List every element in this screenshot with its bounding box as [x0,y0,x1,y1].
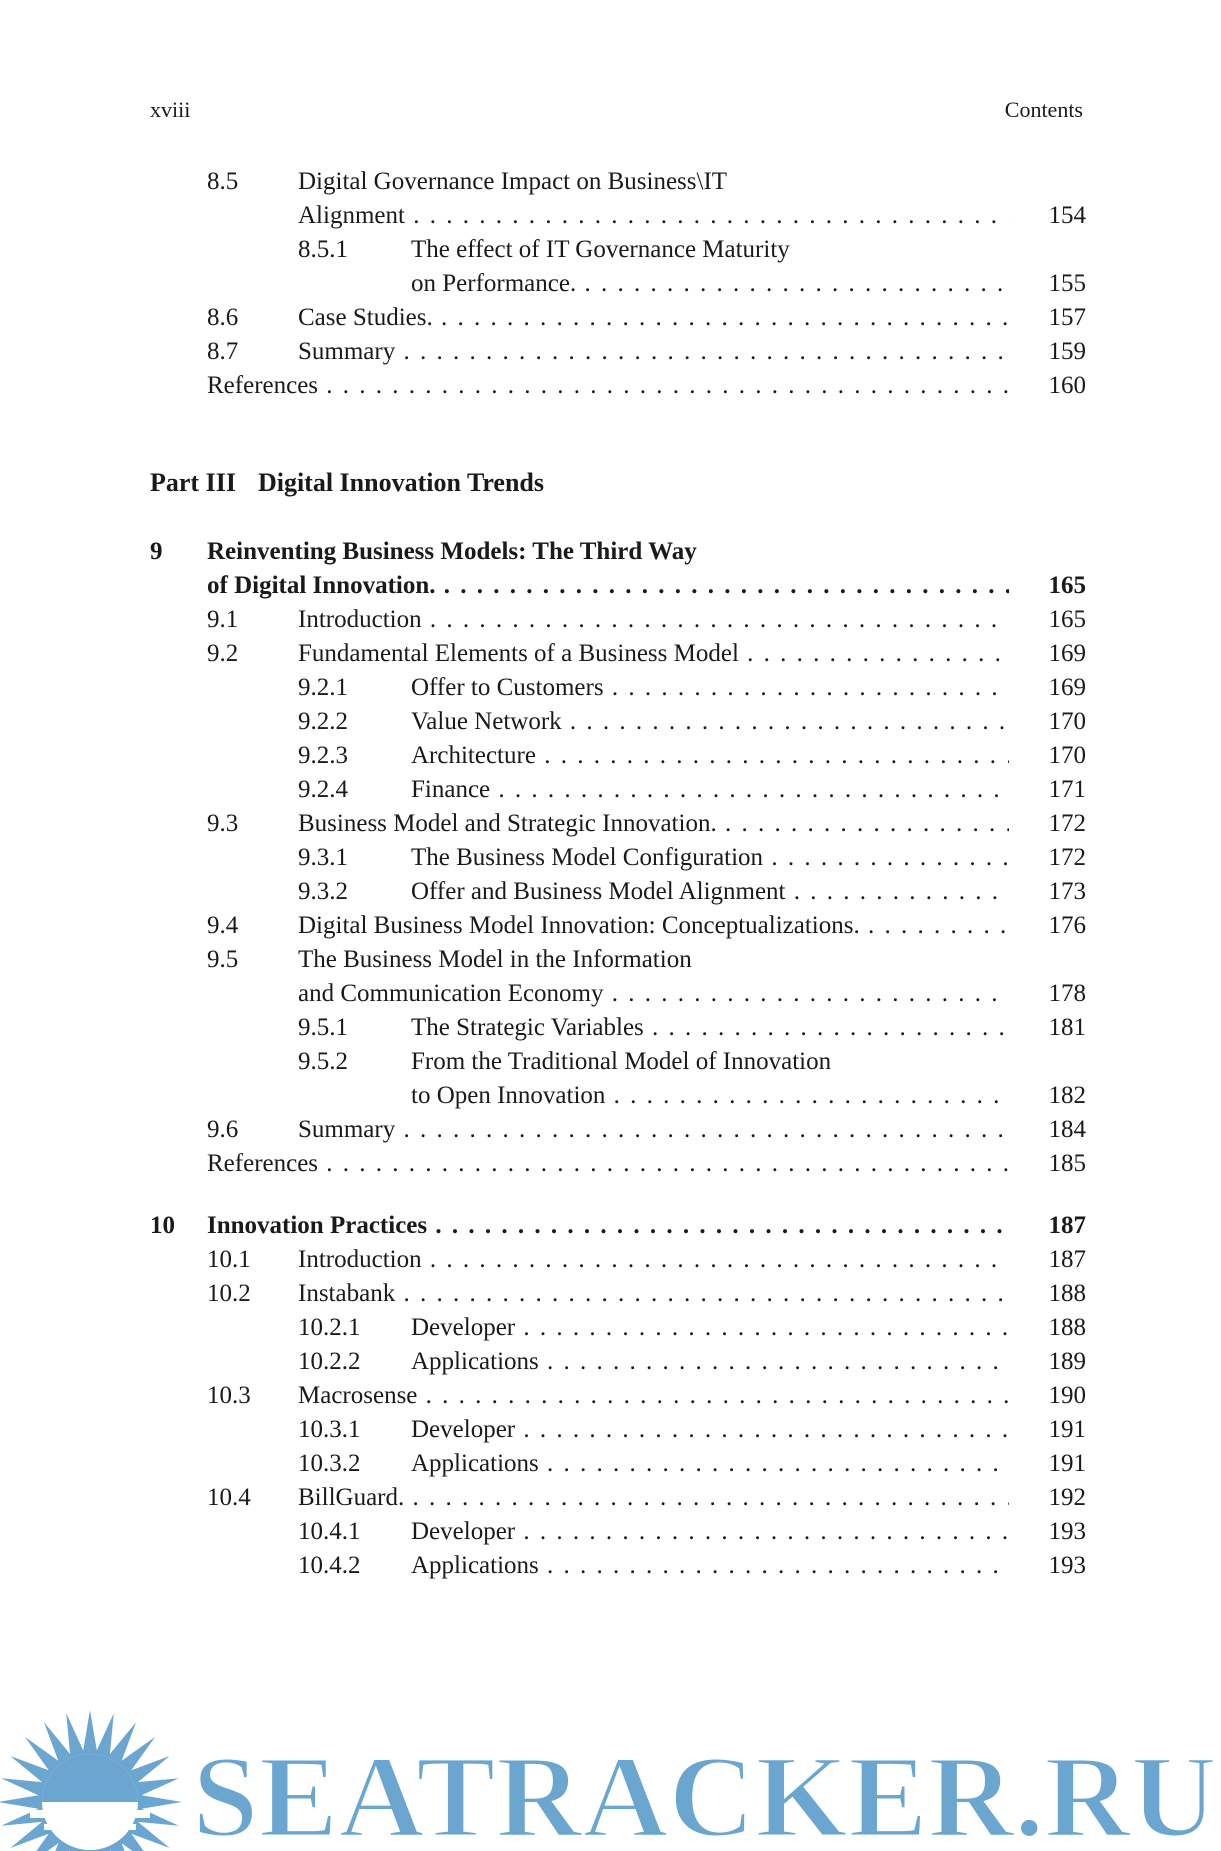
entry-title: BillGuard. . . . [298,1481,1009,1515]
toc-entry-continuation[interactable] [0,1079,1221,1113]
toc-entry-continuation[interactable] [0,199,1221,233]
entry-title: Macrosense . . . [298,1379,1009,1413]
chapter-page: 165 [1048,572,1086,599]
entry-page: 185 [1048,1150,1086,1177]
entry-number: 9.6 [207,1116,239,1143]
entry-number: 8.5.1 [298,236,348,263]
entry-number: 9.3.2 [298,878,348,905]
entry-number: 10.3.1 [298,1416,361,1443]
entry-number: 8.7 [207,338,239,365]
entry-number: 10.2 [207,1280,251,1307]
toc-entry[interactable] [0,1549,1221,1583]
entry-page: 173 [1048,878,1086,905]
entry-title: Digital Governance Impact on Business\IT [298,168,728,195]
entry-title: Summary . . . [298,1113,1009,1147]
entry-title: Case Studies. . . . [298,301,1009,335]
entry-page: 154 [1048,202,1086,229]
entry-number: 9.1 [207,606,239,633]
toc-entry[interactable] [0,1113,1221,1147]
entry-number: 9.2 [207,640,239,667]
part-heading [150,466,566,500]
chapter-page: 187 [1048,1212,1086,1239]
entry-page: 169 [1048,674,1086,701]
entry-page: 170 [1048,708,1086,735]
watermark-logo [0,1690,1221,1851]
entry-title: From the Traditional Model of Innovation [411,1048,832,1075]
chapter-entry-continuation[interactable] [0,569,1221,603]
entry-title: Alignment . . . [298,199,1009,233]
entry-number: 9.5 [207,946,239,973]
entry-number: 8.5 [207,168,239,195]
entry-page: 190 [1048,1382,1086,1409]
toc-entry[interactable] [0,1345,1221,1379]
entry-number: 9.2.4 [298,776,348,803]
toc-entry[interactable] [0,1379,1221,1413]
entry-title: The effect of IT Governance Maturity [411,236,790,263]
watermark-text: SEATRACKER.RU [192,1731,1217,1851]
chapter-number: 10 [150,1212,175,1239]
chapter-number: 9 [150,538,163,565]
entry-page: 160 [1048,372,1086,399]
entry-number: 9.5.2 [298,1048,348,1075]
toc-entry[interactable] [0,841,1221,875]
entry-page: 155 [1048,270,1086,297]
toc-entry[interactable] [0,1481,1221,1515]
entry-page: 188 [1048,1314,1086,1341]
entry-page: 193 [1048,1518,1086,1545]
entry-title: Fundamental Elements of a Business Model . . . [298,637,1009,671]
entry-number: 9.3 [207,810,239,837]
entry-title: Introduction . . . [298,1243,1009,1277]
entry-page: 191 [1048,1416,1086,1443]
entry-page: 182 [1048,1082,1086,1109]
toc-entry[interactable] [0,335,1221,369]
entry-title: Applications . . . [411,1345,1009,1379]
toc-entry[interactable] [0,739,1221,773]
entry-title: Introduction . . . [298,603,1009,637]
toc-entry-continuation[interactable] [0,977,1221,1011]
entry-page: 165 [1048,606,1086,633]
toc-entry[interactable] [0,875,1221,909]
entry-title: Offer and Business Model Alignment . . . [411,875,1009,909]
toc-entry[interactable] [0,1311,1221,1345]
entry-title: References . . . [207,1147,1009,1181]
entry-page: 193 [1048,1552,1086,1579]
entry-number: 10.3.2 [298,1450,361,1477]
entry-page: 172 [1048,810,1086,837]
toc-entry[interactable] [0,705,1221,739]
toc-entry[interactable] [0,909,1221,943]
entry-title: Developer . . . [411,1311,1009,1345]
chapter-title: Reinventing Business Models: The Third Way [207,538,697,565]
entry-page: 171 [1048,776,1086,803]
entry-title: Architecture . . . [411,739,1009,773]
entry-title: and Communication Economy . . . [298,977,1009,1011]
entry-title: The Business Model Configuration . . . [411,841,1009,875]
entry-number: 9.2.3 [298,742,348,769]
toc-entry[interactable] [0,301,1221,335]
toc-entry[interactable] [0,637,1221,671]
entry-page: 188 [1048,1280,1086,1307]
entry-number: 8.6 [207,304,239,331]
entry-page: 159 [1048,338,1086,365]
entry-title: Applications . . . [411,1549,1009,1583]
entry-title: to Open Innovation . . . [411,1079,1009,1113]
entry-page: 191 [1048,1450,1086,1477]
entry-title: Value Network . . . [411,705,1009,739]
toc-entry[interactable] [0,1413,1221,1447]
entry-title: Developer . . . [411,1515,1009,1549]
entry-title: Applications . . . [411,1447,1009,1481]
toc-entry[interactable] [0,1243,1221,1277]
entry-number: 10.1 [207,1246,251,1273]
entry-title: Finance . . . [411,773,1009,807]
part-label: Part III [150,468,236,497]
toc-entry[interactable] [0,807,1221,841]
running-header-title: Contents [1004,97,1083,122]
entry-number: 10.4.1 [298,1518,361,1545]
entry-title: The Business Model in the Information [298,946,692,973]
toc-entry[interactable] [0,943,1221,977]
entry-number: 9.2.2 [298,708,348,735]
chapter-title: Innovation Practices . . . [207,1209,1009,1243]
toc-entry[interactable] [0,671,1221,705]
entry-title: The Strategic Variables . . . [411,1011,1009,1045]
entry-title: References . . . [207,369,1009,403]
running-header-page-number: xviii [150,97,191,122]
entry-title: Business Model and Strategic Innovation. . . . [298,807,1009,841]
entry-page: 157 [1048,304,1086,331]
toc-entry[interactable] [0,165,1221,199]
toc-entry[interactable] [0,1515,1221,1549]
entry-number: 9.4 [207,912,239,939]
entry-page: 176 [1048,912,1086,939]
entry-page: 184 [1048,1116,1086,1143]
toc-entry[interactable] [0,1447,1221,1481]
toc-entry[interactable] [0,603,1221,637]
entry-number: 10.2.2 [298,1348,361,1375]
entry-title: Developer . . . [411,1413,1009,1447]
toc-entry[interactable] [0,1011,1221,1045]
chapter-entry[interactable] [0,535,1221,569]
entry-page: 169 [1048,640,1086,667]
entry-number: 10.4.2 [298,1552,361,1579]
toc-entry-references[interactable] [0,1147,1221,1181]
toc-entry[interactable] [0,1045,1221,1079]
chapter-entry[interactable] [0,1209,1221,1243]
entry-number: 10.4 [207,1484,251,1511]
entry-title: Digital Business Model Innovation: Conceptualizations. . . . [298,909,1009,943]
toc-entry[interactable] [0,773,1221,807]
entry-page: 192 [1048,1484,1086,1511]
toc-entry-continuation[interactable] [0,267,1221,301]
entry-title: Summary . . . [298,335,1009,369]
toc-entry-references[interactable] [0,369,1221,403]
entry-number: 9.5.1 [298,1014,348,1041]
toc-entry[interactable] [0,1277,1221,1311]
entry-page: 181 [1048,1014,1086,1041]
chapter-title: of Digital Innovation. . . . [207,569,1009,603]
entry-page: 170 [1048,742,1086,769]
entry-number: 9.3.1 [298,844,348,871]
entry-page: 178 [1048,980,1086,1007]
entry-title: on Performance. . . . [411,267,1009,301]
entry-page: 189 [1048,1348,1086,1375]
toc-entry[interactable] [0,233,1221,267]
entry-page: 187 [1048,1246,1086,1273]
entry-number: 9.2.1 [298,674,348,701]
sun-icon [0,1710,182,1851]
entry-title: Offer to Customers . . . [411,671,1009,705]
entry-number: 10.3 [207,1382,251,1409]
part-title: Digital Innovation Trends [257,468,545,497]
entry-number: 10.2.1 [298,1314,361,1341]
entry-title: Instabank . . . [298,1277,1009,1311]
entry-page: 172 [1048,844,1086,871]
